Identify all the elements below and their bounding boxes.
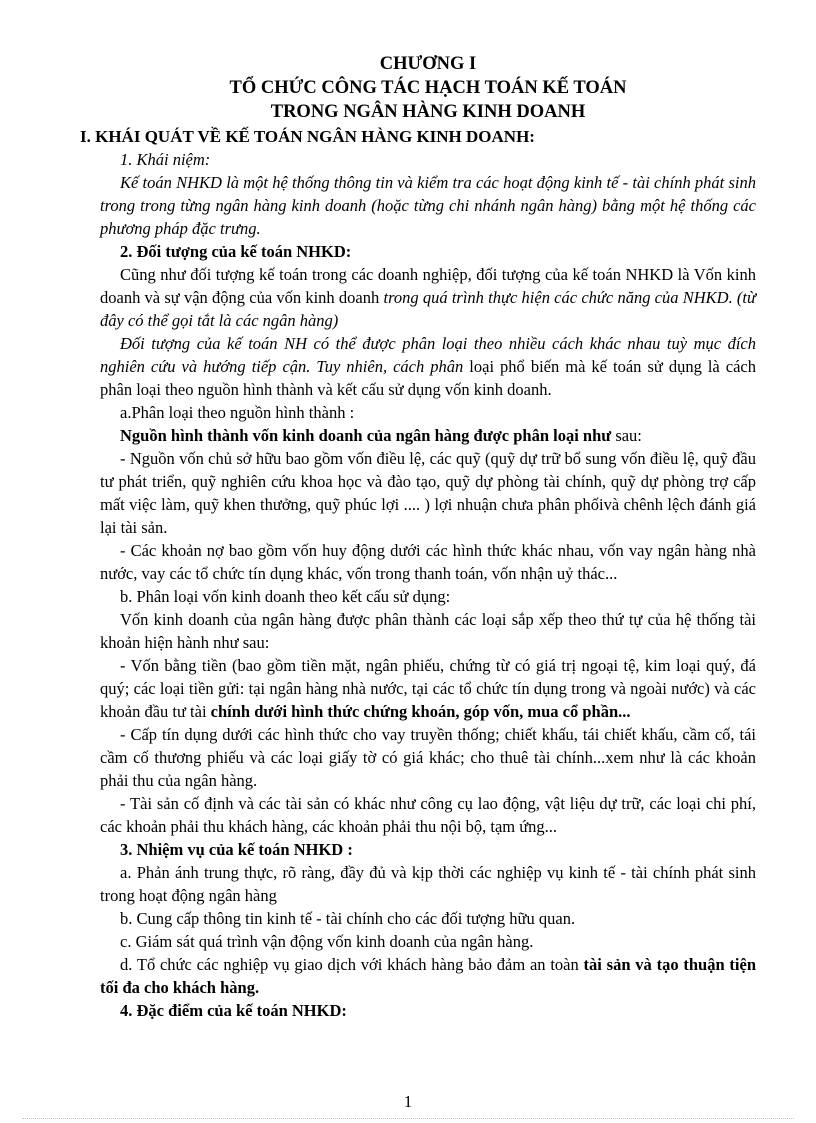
concept-heading: 1. Khái niệm: [120,150,211,169]
duty-d-regular: d. Tổ chức các nghiệp vụ giao dịch với khách hàng bảo đảm an toàn [120,955,584,974]
class-a-intro [100,424,756,447]
duty-a: a. Phản ánh trung thực, rõ ràng, đầy đủ và kịp thời các nghiệp vụ kinh tế - tài chính phát sinh trong hoạt động ngân hàng [100,863,756,905]
class-b-item1-regular: - Vốn bằng tiền (bao gồm tiền mặt, ngân phiếu, chứng từ có giá trị ngoại tệ, kim loại quý, đá quý; các loại tiền gửi: tại ngân hàng nhà nước, tại các tổ chức tín dụng trong và ngoài nước) và các khoản đầu tư tài [100,656,756,721]
duty-d [100,953,756,999]
feature-heading: 4. Đặc điểm của kế toán NHKD: [120,1001,347,1020]
class-a-item-2: - Các khoản nợ bao gồm vốn huy động dưới các hình thức khác nhau, vốn vay ngân hàng nhà nước, vay các tổ chức tín dụng khác, vốn trong thanh toán, vốn nhận uỷ thác... [100,541,756,583]
concept-paragraph: Kế toán NHKD là một hệ thống thông tin và kiểm tra các hoạt động kinh tế - tài chính phát sinh trong trong từng ngân hàng kinh doanh (hoặc từng chi nhánh ngân hàng) bằng một hệ thống các phương pháp đặc trưng. [100,173,756,238]
class-b-item-1 [100,654,756,723]
duty-b: b. Cung cấp thông tin kinh tế - tài chính cho các đối tượng hữu quan. [120,909,576,928]
duty-heading: 3. Nhiệm vụ của kế toán NHKD : [120,840,353,859]
class-b-item-2: - Cấp tín dụng dưới các hình thức cho vay truyền thống; chiết khấu, tái chiết khấu, cầm cố, tái cầm cố thương phiếu và các loại giấy tờ có giá khác; cho thuê tài chính...xem như là các khoản phải thu của ngân hàng. [100,725,756,790]
object-p1-regular: Cũng như đối tượng kế toán trong các doanh nghiệp, đối tượng của kế toán NHKD là Vốn kinh doanh và sự vận động của vốn kinh doanh [100,265,756,307]
object-p2-regular: loại phổ biến mà kế toán sử dụng là cách phân loại theo nguồn hình thành và kết cấu sử dụng vốn kinh doanh. [100,357,756,399]
class-b-intro: Vốn kinh doanh của ngân hàng được phân thành các loại sắp xếp theo thứ tự của hệ thống tài khoản hiện hành như sau: [100,610,756,652]
class-a-intro-regular: sau: [615,426,642,445]
section-heading: I. KHÁI QUÁT VỀ KẾ TOÁN NGÂN HÀNG KINH DOANH: [80,127,535,146]
object-p1-italic: trong quá trình thực hiện các chức năng của NHKD. (từ đây có thể gọi tắt là các ngân hàng) [100,288,757,330]
chapter-title-line2: TRONG NGÂN HÀNG KINH DOANH [270,102,586,122]
object-heading: 2. Đối tượng của kế toán NHKD: [120,242,352,261]
duty-c: c. Giám sát quá trình vận động vốn kinh doanh của ngân hàng. [120,932,534,951]
object-p2-italic: Đối tượng của kế toán NH có thể được phân loại theo nhiều cách khác nhau tuỳ mục đích nghiên cứu và hướng tiếp cận. Tuy nhiên, cách phân [100,334,756,376]
object-paragraph-2 [100,332,756,401]
page-bottom-divider [22,1118,794,1119]
class-b-item-3: - Tài sản cố định và các tài sản có khác như công cụ lao động, vật liệu dự trữ, các loại chi phí, các khoản phải thu khách hàng, các khoản phải thu nội bộ, tạm ứng... [100,794,756,836]
class-b-heading: b. Phân loại vốn kinh doanh theo kết cấu sử dụng: [120,587,451,606]
class-b-item1-bold: chính dưới hình thức chứng khoán, góp vốn, mua cổ phần... [210,702,631,721]
class-a-heading: a.Phân loại theo nguồn hình thành : [120,403,355,422]
chapter-label: CHƯƠNG I [379,54,477,74]
page-number: 1 [403,1092,413,1111]
object-paragraph-1 [100,263,756,332]
class-a-intro-bold: Nguồn hình thành vốn kinh doanh của ngân hàng được phân loại như [120,426,616,445]
duty-d-bold: tài sản và tạo thuận tiện tối đa cho khách hàng. [100,955,757,997]
page-content [80,52,757,1022]
chapter-title-line1: TỔ CHỨC CÔNG TÁC HẠCH TOÁN KẾ TOÁN [229,78,627,98]
class-a-item-1: - Nguồn vốn chủ sở hữu bao gồm vốn điều lệ, các quỹ (quỹ dự trữ bổ sung vốn điều lệ, quỹ đầu tư phát triển, quỹ nghiên cứu khoa học và đào tạo, quỹ dự phòng tài chính, quỹ dự phòng trợ cấp mất việc làm, quỹ khen thưởng, quỹ phúc lợi .... ) lợi nhuận chưa phân phốivà chênh lệch đánh giá lại tài sản. [100,449,756,537]
